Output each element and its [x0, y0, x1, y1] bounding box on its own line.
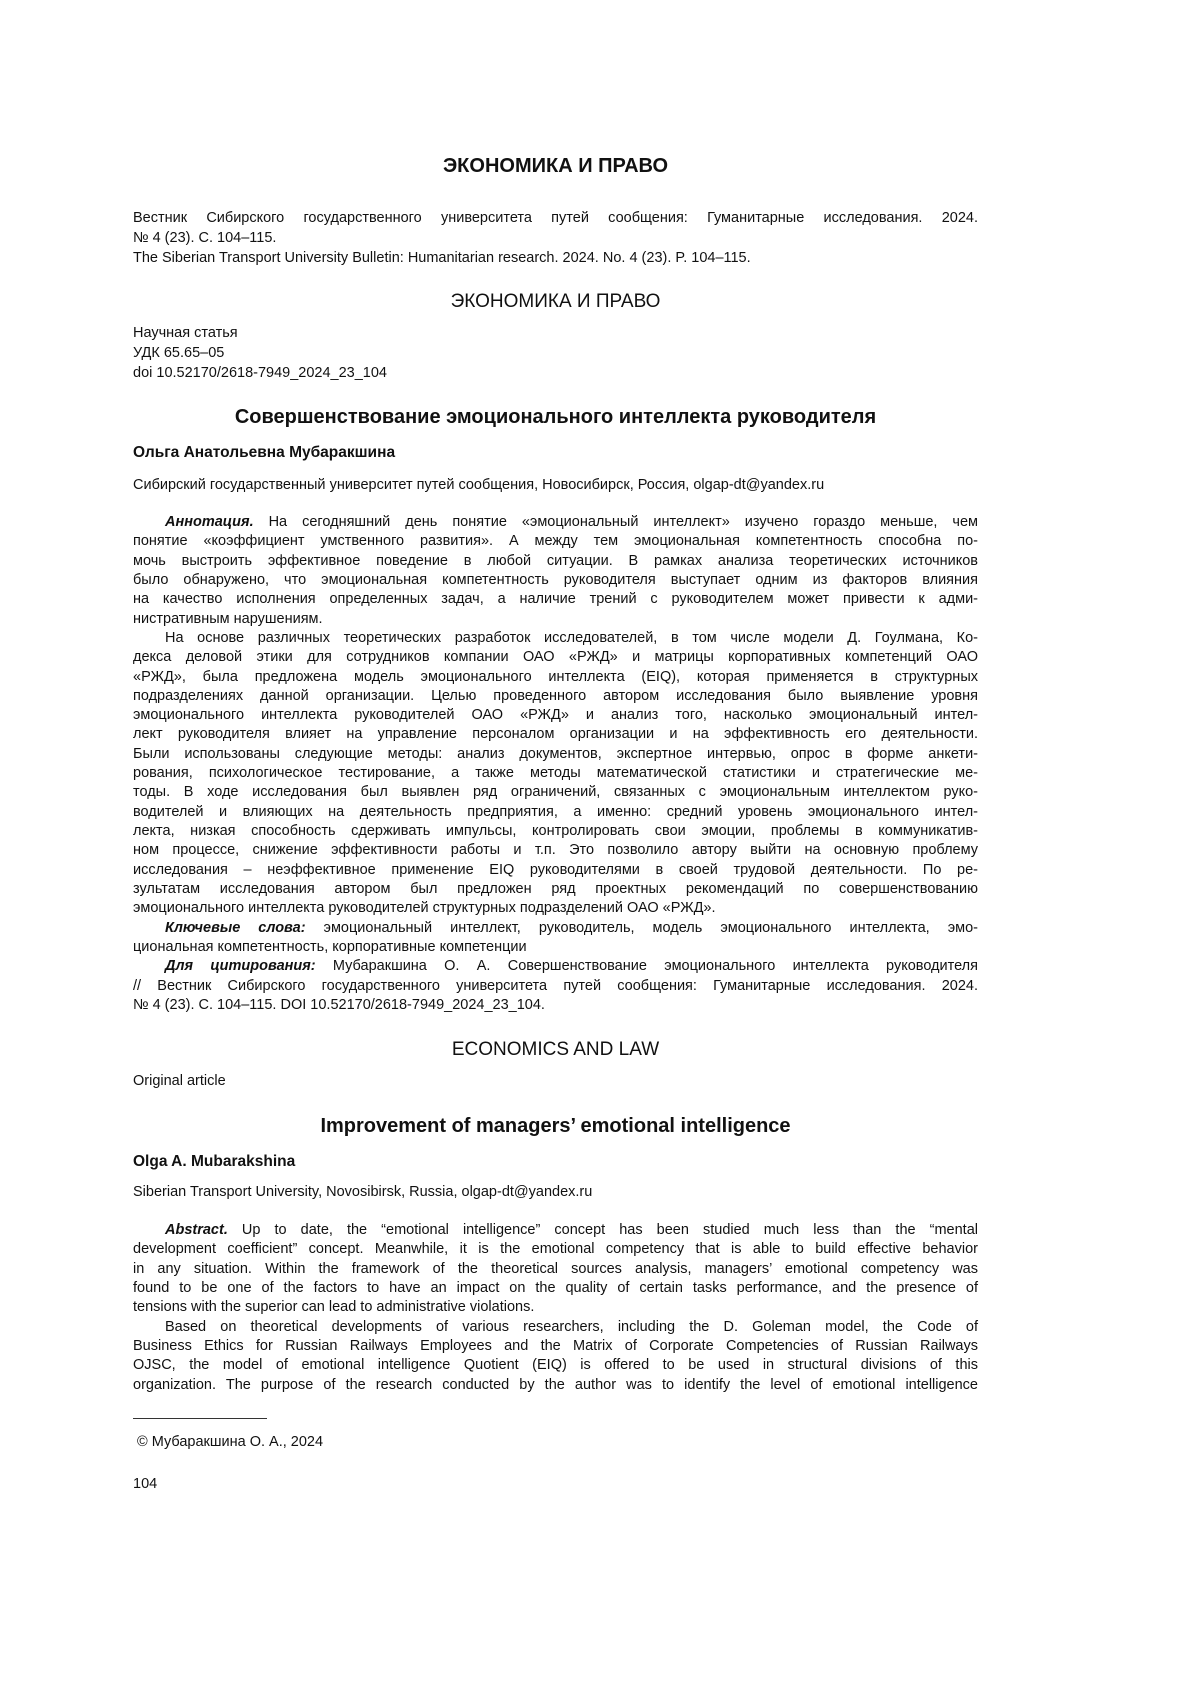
text-line [133, 977, 978, 996]
line-text [133, 649, 978, 665]
line-body: На сегодняшний день понятие «эмоциональный интеллект» изучено гораздо меньше, чем [254, 514, 978, 530]
section-label-ru: ЭКОНОМИКА И ПРАВО [133, 291, 978, 313]
line-text [133, 1357, 978, 1373]
line-text [165, 958, 978, 974]
journal-citation-en: The Siberian Transport University Bulletin: Humanitarian research. 2024. No. 4 (23). P. 104–115. [133, 250, 751, 266]
line-body: рования, психологическое тестирование, а также методы математической статистики и стратегические ме- [133, 765, 978, 781]
line-body: водителей и влияющих на деятельность предприятия, а именно: средний уровень эмоционального интел- [133, 804, 978, 820]
line-body: tensions with the superior can lead to administrative violations. [133, 1299, 534, 1315]
text-line [133, 919, 978, 938]
line-body: циональная компетентность, корпоративные компетенции [133, 939, 527, 955]
section-label-en: ECONOMICS AND LAW [133, 1039, 978, 1061]
text-line [133, 532, 978, 551]
text-line [133, 996, 978, 1015]
line-body: organization. The purpose of the research conducted by the author was to identify the level of emotional intelligence [133, 1377, 978, 1393]
text-line [133, 880, 978, 899]
line-text [133, 611, 323, 627]
line-text [133, 939, 527, 955]
line-text [133, 1377, 978, 1393]
text-line [133, 668, 978, 687]
line-body: на качество исполнения определенных задач, а наличие трений с руководителем может привести к адми- [133, 591, 978, 607]
line-text [165, 1319, 978, 1335]
line-body: found to be one of the factors to have an impact on the quality of certain tasks performance, and the presence of [133, 1280, 978, 1296]
line-text [133, 842, 978, 858]
text-line [133, 783, 978, 802]
text-line [133, 590, 978, 609]
article-type-en: Original article [133, 1073, 226, 1089]
line-text [165, 630, 978, 646]
line-body: Были использованы следующие методы: анализ документов, экспертное интервью, опрос в форме анкети- [133, 746, 978, 762]
line-body: понятие «коэффициент умственного развития». А между тем эмоциональная компетентность способна по- [133, 533, 978, 549]
line-body: тоды. В ходе исследования был выявлен ряд ограничений, связанных с эмоциональным интеллектом руко- [133, 784, 978, 800]
line-text [133, 1338, 978, 1354]
text-line [133, 687, 978, 706]
line-body: in any situation. Within the framework of the theoretical sources analysis, managers’ emotional competency was [133, 1261, 978, 1277]
text-line [133, 648, 978, 667]
text-line [133, 938, 978, 957]
section-header: ЭКОНОМИКА И ПРАВО [133, 155, 978, 178]
line-body: На основе различных теоретических разработок исследователей, в том числе модели Д. Гоулмана, Ко- [165, 630, 978, 646]
line-text [133, 688, 978, 704]
article-title-ru: Совершенствование эмоционального интеллекта руководителя [133, 406, 978, 429]
line-body: // Вестник Сибирского государственного университета путей сообщения: Гуманитарные исследования. 2024. [133, 978, 978, 994]
article-type-ru: Научная статья [133, 325, 238, 341]
line-text [133, 553, 978, 569]
text-line [133, 706, 978, 725]
line-body: нистративным нарушениям. [133, 611, 323, 627]
line-body: подразделениях данной организации. Целью проведенного автором исследования было выявление уровня [133, 688, 978, 704]
text-line [133, 745, 978, 764]
line-body: эмоционального интеллекта руководителей ОАО «РЖД» и анализ того, насколько эмоциональный интел- [133, 707, 978, 723]
author-ru: Ольга Анатольевна Мубаракшина [133, 444, 395, 462]
line-text [133, 978, 978, 994]
text-line [133, 1318, 978, 1337]
text-line [133, 1337, 978, 1356]
journal-issue-ru: № 4 (23). С. 104–115. [133, 230, 276, 246]
lead-label: Аннотация. [165, 514, 254, 530]
line-text [165, 1222, 978, 1238]
line-body: Business Ethics for Russian Railways Employees and the Matrix of Corporate Competencies of Russian Railways [133, 1338, 978, 1354]
footnote-divider [133, 1418, 267, 1419]
text-line [133, 1298, 978, 1317]
line-text [133, 1280, 978, 1296]
text-line [133, 552, 978, 571]
line-text [133, 726, 978, 742]
line-text [133, 746, 978, 762]
line-text [133, 707, 978, 723]
text-line [133, 629, 978, 648]
lead-label: Abstract. [165, 1222, 228, 1238]
line-text [133, 862, 978, 878]
line-body: мочь выстроить эффективное поведение в любой ситуации. В рамках анализа теоретических источников [133, 553, 978, 569]
doi: doi 10.52170/2618-7949_2024_23_104 [133, 365, 387, 381]
text-line [133, 899, 978, 918]
line-text [133, 900, 716, 916]
text-line [133, 1356, 978, 1375]
text-line [133, 1376, 978, 1395]
line-text [133, 823, 978, 839]
line-body: «РЖД», была предложена модель эмоционального интеллекта (EIQ), которая применяется в структурных [133, 669, 978, 685]
line-body: зультатам исследования автором был предложен ряд проектных рекомендаций по совершенствованию [133, 881, 978, 897]
text-line [133, 1279, 978, 1298]
line-body: Up to date, the “emotional intelligence” concept has been studied much less than the “mental [228, 1222, 978, 1238]
line-body: эмоционального интеллекта руководителей структурных подразделений ОАО «РЖД». [133, 900, 716, 916]
text-line [133, 822, 978, 841]
lead-label: Ключевые слова: [165, 920, 306, 936]
line-body: было обнаружено, что эмоциональная компетентность руководителя выступает одним из факторов влияния [133, 572, 978, 588]
line-text [133, 804, 978, 820]
line-text [133, 784, 978, 800]
line-text [133, 1261, 978, 1277]
line-body: OJSC, the model of emotional intelligence Quotient (EIQ) is offered to be used in structural divisions of this [133, 1357, 978, 1373]
text-line [133, 764, 978, 783]
line-body: Based on theoretical developments of various researchers, including the D. Goleman model, the Code of [165, 1319, 978, 1335]
text-line [133, 803, 978, 822]
abstract-ru [133, 513, 978, 1015]
copyright-footnote: © Мубаракшина О. А., 2024 [137, 1434, 323, 1450]
line-body: лекта, низкая способность сдерживать импульсы, контролировать свои эмоции, проблемы в коммуникатив- [133, 823, 978, 839]
text-line [133, 513, 978, 532]
line-body: Мубаракшина О. А. Совершенствование эмоционального интеллекта руководителя [316, 958, 978, 974]
text-line [133, 1240, 978, 1259]
line-text [165, 920, 978, 936]
author-en: Olga A. Mubarakshina [133, 1153, 295, 1171]
line-body: development coefficient” concept. Meanwhile, it is the emotional competency that is able to build effective behavior [133, 1241, 978, 1257]
text-line [133, 571, 978, 590]
line-text [133, 997, 545, 1013]
line-body: ном процессе, снижение эффективности работы и т.п. Это позволило автору выйти на основную проблему [133, 842, 978, 858]
abstract-en [133, 1221, 978, 1395]
text-line [133, 1221, 978, 1240]
line-text [133, 591, 978, 607]
affiliation-en: Siberian Transport University, Novosibirsk, Russia, olgap-dt@yandex.ru [133, 1184, 592, 1200]
line-text [165, 514, 978, 530]
text-line [133, 861, 978, 880]
text-line [133, 610, 978, 629]
article-title-en: Improvement of managers’ emotional intelligence [133, 1115, 978, 1138]
line-text [133, 669, 978, 685]
text-line [133, 841, 978, 860]
affiliation-ru: Сибирский государственный университет путей сообщения, Новосибирск, Россия, olgap-dt@yandex.ru [133, 477, 824, 493]
text-line [133, 725, 978, 744]
line-text [133, 765, 978, 781]
text-line [133, 957, 978, 976]
line-body: декса деловой этики для сотрудников компании ОАО «РЖД» и матрицы корпоративных компетенций ОАО [133, 649, 978, 665]
line-body: № 4 (23). С. 104–115. DOI 10.52170/2618-7949_2024_23_104. [133, 997, 545, 1013]
line-body: эмоциональный интеллект, руководитель, модель эмоционального интеллекта, эмо- [306, 920, 978, 936]
udk: УДК 65.65–05 [133, 345, 224, 361]
line-text [133, 1241, 978, 1257]
line-body: исследования – неэффективное применение EIQ руководителями в своей трудовой деятельности. По ре- [133, 862, 978, 878]
line-text [133, 533, 978, 549]
line-text [133, 1299, 534, 1315]
journal-citation-ru: Вестник Сибирского государственного университета путей сообщения: Гуманитарные исследования. 2024. [133, 210, 978, 226]
line-text [133, 881, 978, 897]
page-number: 104 [133, 1476, 157, 1492]
lead-label: Для цитирования: [165, 958, 316, 974]
line-body: лект руководителя влияет на управление персоналом организации и на эффективность его деятельности. [133, 726, 978, 742]
line-text [133, 572, 978, 588]
text-line [133, 1260, 978, 1279]
